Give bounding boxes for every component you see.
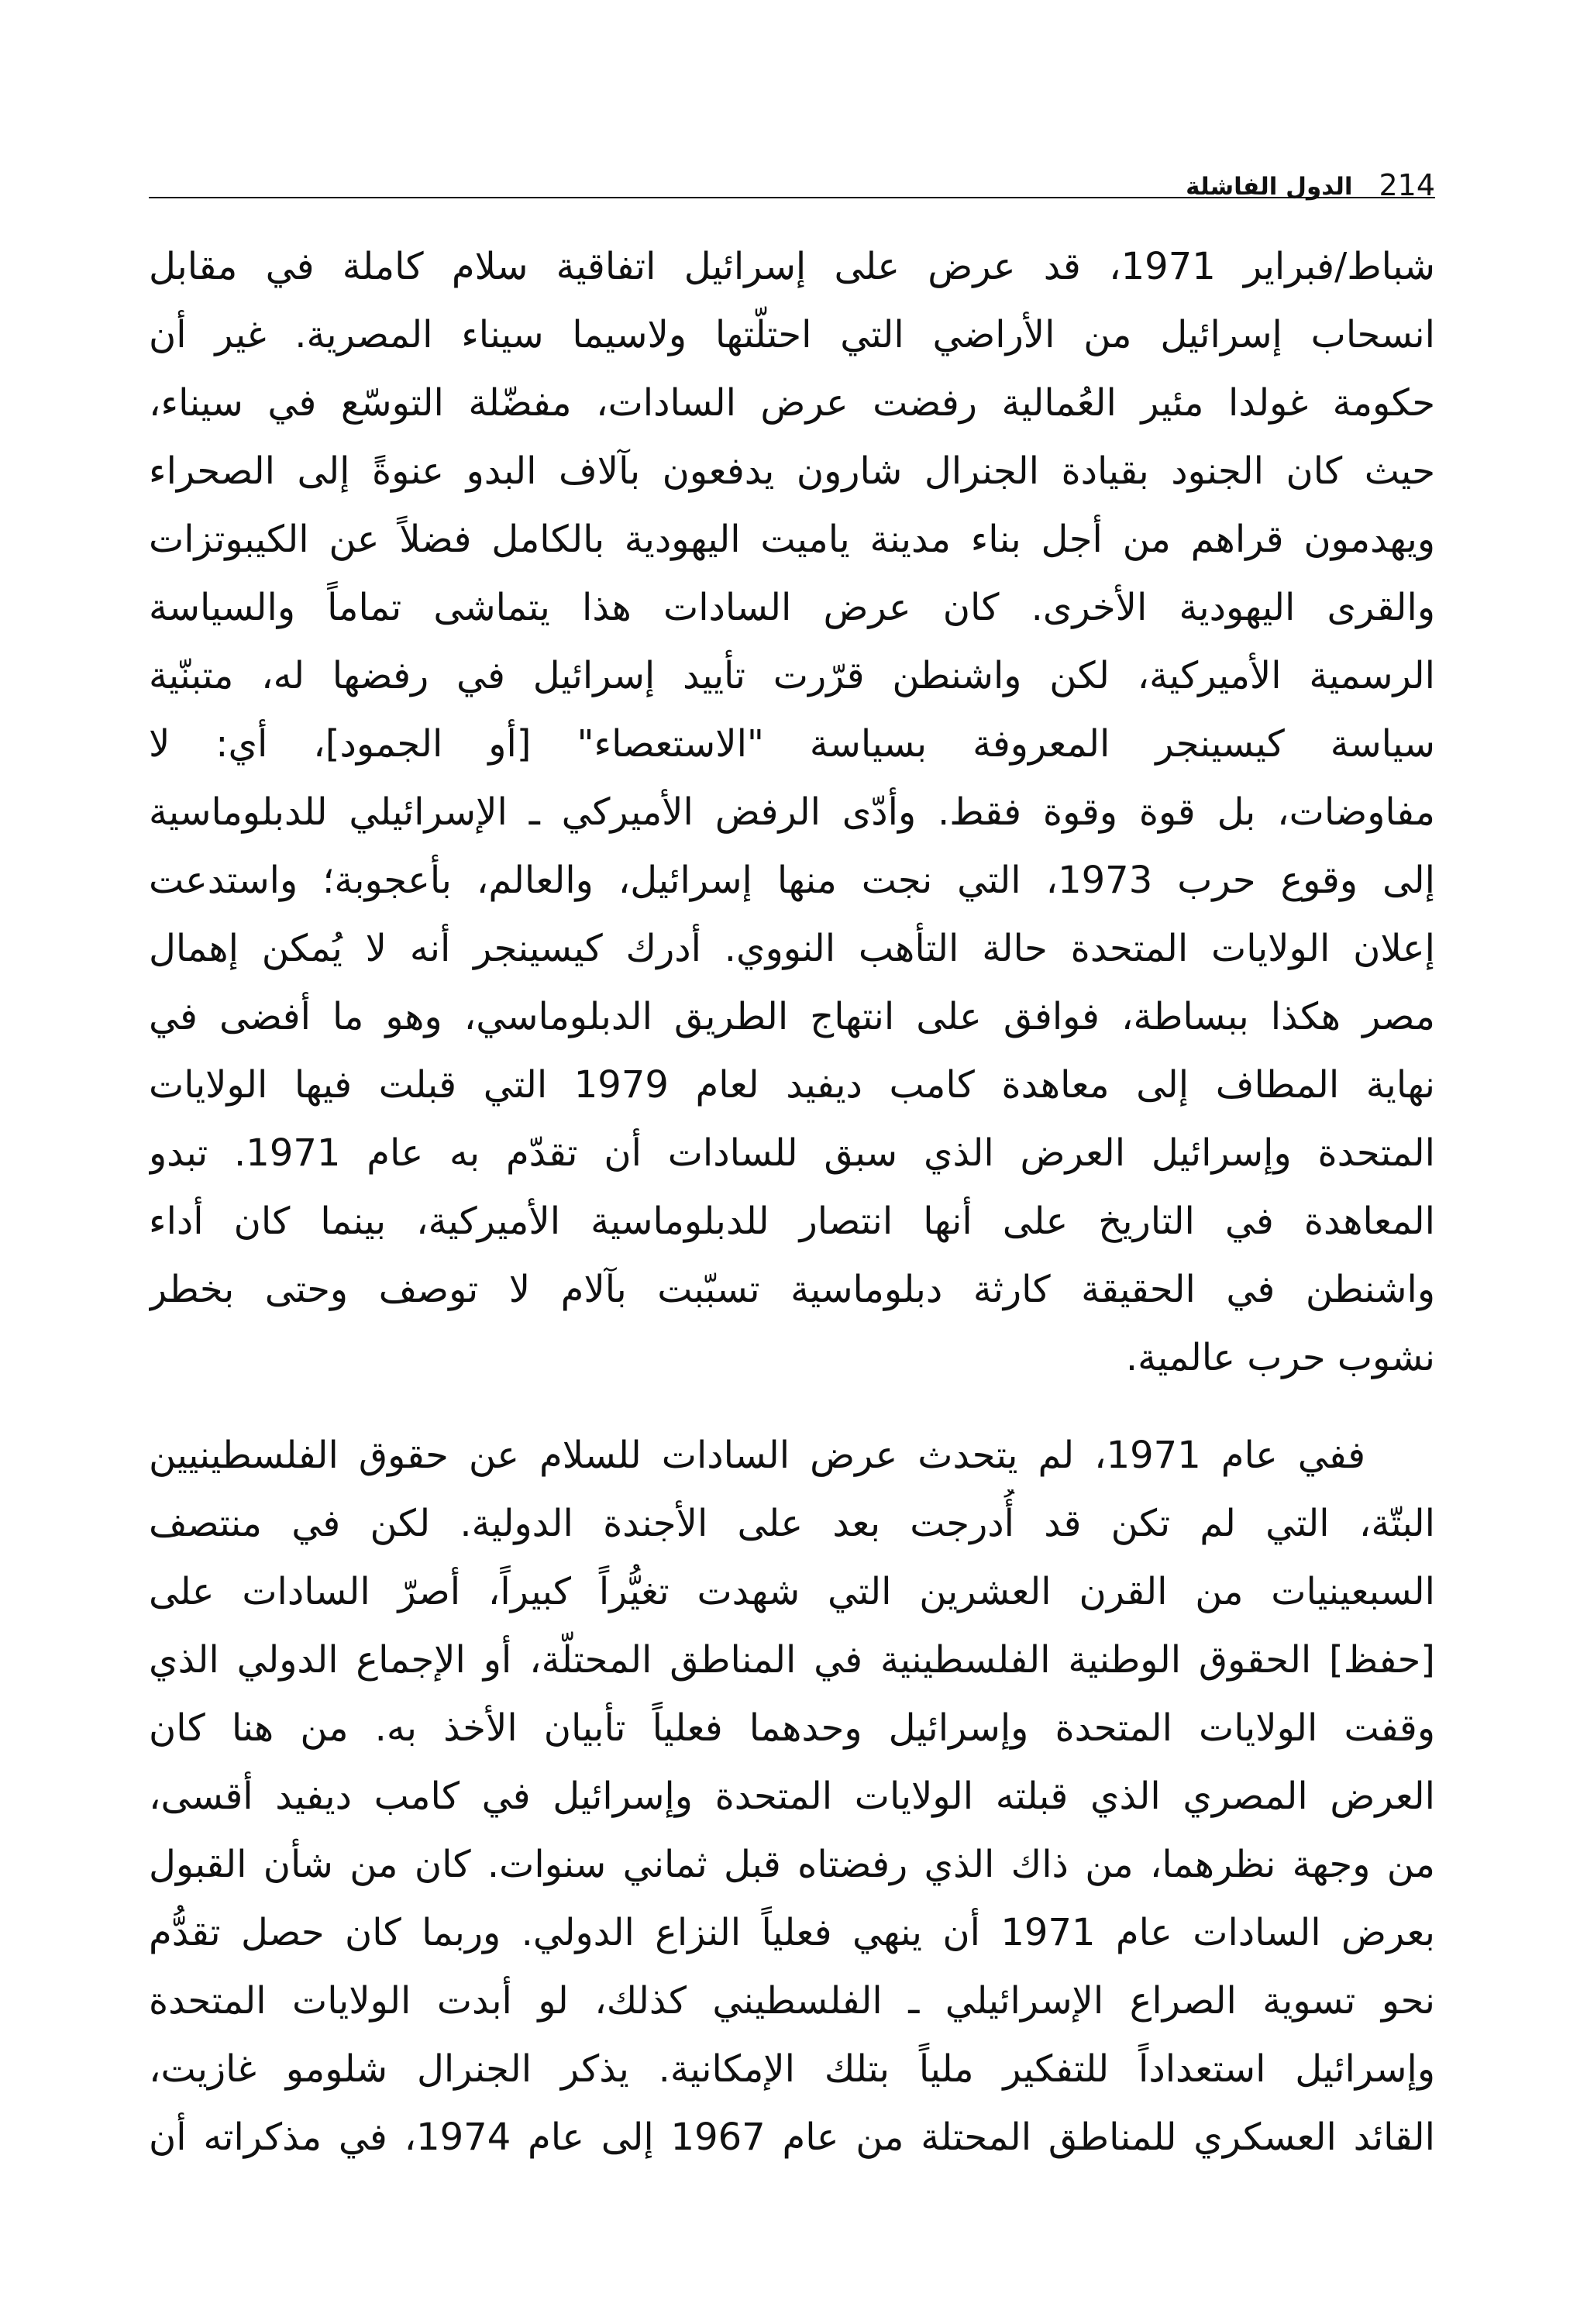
text-line: من وجهة نظرهما، من ذاك الذي رفضتاه قبل ثماني سنوات. كان من شأن القبول (149, 1843, 1435, 1886)
body-text (149, 232, 1435, 2171)
text-line: مفاوضات، بل قوة وقوة فقط. وأدّى الرفض الأميركي ـ الإسرائيلي للدبلوماسية (149, 790, 1435, 834)
paragraph-gap (149, 1392, 1435, 1421)
paragraph-2 (149, 1421, 1435, 2171)
text-line: القائد العسكري للمناطق المحتلة من عام 1967 إلى عام 1974، في مذكراته أن (149, 2116, 1435, 2159)
text-line: وإسرائيل استعداداً للتفكير ملياً بتلك الإمكانية. يذكر الجنرال شلومو غازيت، (149, 2047, 1435, 2091)
page-header (149, 130, 1435, 200)
text-line: المتحدة وإسرائيل العرض الذي سبق للسادات أن تقدّم به عام 1971. تبدو (149, 1131, 1435, 1175)
text-line: نهاية المطاف إلى معاهدة كامب ديفيد لعام 1979 التي قبلت فيها الولايات (149, 1063, 1435, 1107)
text-line: المعاهدة في التاريخ على أنها انتصار للدبلوماسية الأميركية، بينما كان أداء (149, 1200, 1435, 1243)
text-line: حكومة غولدا مئير العُمالية رفضت عرض السادات، مفضّلة التوسّع في سيناء، (149, 381, 1435, 425)
text-line: إعلان الولايات المتحدة حالة التأهب النووي. أدرك كيسينجر أنه لا يُمكن إهمال (149, 927, 1435, 970)
text-line: بعرض السادات عام 1971 أن ينهي فعلياً النزاع الدولي. وربما كان حصل تقدُّم (149, 1911, 1435, 1954)
text-line: إلى وقوع حرب 1973، التي نجت منها إسرائيل، والعالم، بأعجوبة؛ واستدعت (149, 859, 1435, 902)
text-line: مصر هكذا ببساطة، فوافق على انتهاج الطريق الدبلوماسي، وهو ما أفضى في (149, 995, 1435, 1038)
text-line: ويهدمون قراهم من أجل بناء مدينة ياميت اليهودية بالكامل فضلاً عن الكيبوتزات (149, 518, 1435, 561)
text-line: نحو تسوية الصراع الإسرائيلي ـ الفلسطيني كذلك، لو أبدت الولايات المتحدة (149, 1979, 1435, 2023)
text-line: والقرى اليهودية الأخرى. كان عرض السادات هذا يتماشى تماماً والسياسة (149, 586, 1435, 629)
text-line: حيث كان الجنود بقيادة الجنرال شارون يدفعون بآلاف البدو عنوةً إلى الصحراء (149, 449, 1435, 493)
running-title: الدول الفاشلة (1186, 172, 1353, 201)
text-line: السبعينيات من القرن العشرين التي شهدت تغيُّراً كبيراً، أصرّ السادات على (149, 1570, 1435, 1613)
text-line: [حفظ] الحقوق الوطنية الفلسطينية في المناطق المحتلّة، أو الإجماع الدولي الذي (149, 1638, 1435, 1682)
header-rule (149, 197, 1435, 198)
text-line: العرض المصري الذي قبلته الولايات المتحدة وإسرائيل في كامب ديفيد أقسى، (149, 1775, 1435, 1818)
text-line: انسحاب إسرائيل من الأراضي التي احتلّتها ولاسيما سيناء المصرية. غير أن (149, 313, 1435, 356)
page-number: 214 (1379, 168, 1435, 202)
text-line: وقفت الولايات المتحدة وإسرائيل وحدهما فعلياً تأبيان الأخذ به. من هنا كان (149, 1706, 1435, 1750)
text-line: واشنطن في الحقيقة كارثة دبلوماسية تسبّبت بآلام لا توصف وحتى بخطر (149, 1268, 1435, 1311)
text-line: البتّة، التي لم تكن قد أُدرجت بعد على الأجندة الدولية. لكن في منتصف (149, 1502, 1435, 1545)
paragraph-1 (149, 232, 1435, 1392)
text-line: نشوب حرب عالمية. (1125, 1336, 1435, 1379)
text-line: ففي عام 1971، لم يتحدث عرض السادات للسلام عن حقوق الفلسطينيين (149, 1434, 1366, 1477)
text-line: الرسمية الأميركية، لكن واشنطن قرّرت تأييد إسرائيل في رفضها له، متبنّية (149, 654, 1435, 697)
text-line: سياسة كيسينجر المعروفة بسياسة "الاستعصاء" [أو الجمود]، أي: لا (149, 722, 1435, 766)
text-line: شباط/فبراير 1971، قد عرض على إسرائيل اتفاقية سلام كاملة في مقابل (149, 245, 1435, 288)
